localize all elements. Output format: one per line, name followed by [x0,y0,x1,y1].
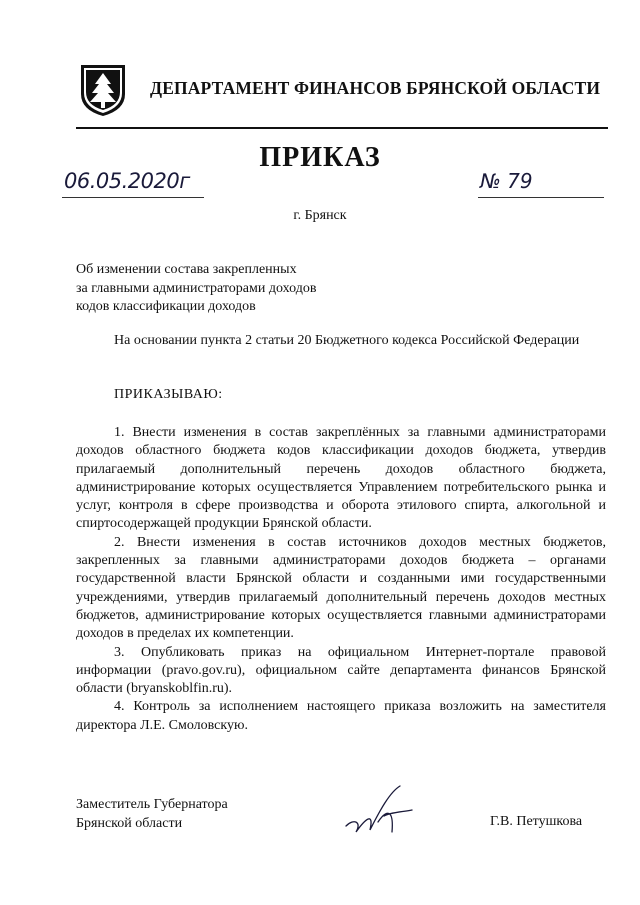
order-item-4: 4. Контроль за исполнением настоящего приказа возложить на заместителя директора Л.Е. Смоловскую. [76,699,606,733]
brynsk-emblem-icon [78,62,128,118]
legal-basis-paragraph: На основании пункта 2 статьи 20 Бюджетного кодекса Российской Федерации [114,333,580,348]
order-item-1: 1. Внести изменения в состав закреплённых за главными администраторами доходов областного бюджета кодов классификации доходов бюджета, утвердив прилагаемый дополнительный перечень доходов областного бюджета, администрирование которых осуществляется Управлением потребительского рынка и услуг, контроля в сфере производства и оборота этилового спирта, алкогольной и спиртосодержащей продукции Брянской области. [76,425,606,532]
order-directive-word: ПРИКАЗЫВАЮ: [114,387,223,402]
signer-position [76,795,228,833]
document-type-title: ПРИКАЗ [259,142,381,173]
signer-position-line: Брянской области [76,816,183,831]
signer-name: Г.В. Петушкова [490,814,583,829]
order-item-2: 2. Внести изменения в состав источников доходов местных бюджетов, закрепленных за главными администраторами доходов бюджета – органами государственной власти Брянской области и созданными ими государственными учреждениями, утвердив прилагаемый дополнительный перечень доходов местных бюджетов, администрирование которых осуществляется главными администраторами доходов в пределах их компетенции. [76,534,606,642]
order-number: № 79 [480,169,533,193]
subject-line: Об изменении состава закрепленных [76,262,297,277]
subject-line: за главными администраторами доходов [76,280,317,296]
subject-line: кодов классификации доходов [76,299,256,314]
department-title: ДЕПАРТАМЕНТ ФИНАНСОВ БРЯНСКОЙ ОБЛАСТИ [150,78,601,98]
order-subject [76,261,316,317]
number-underline [478,197,604,198]
header-divider [76,127,608,129]
handwritten-signature [340,782,420,844]
order-item-3: 3. Опубликовать приказ на официальном Интернет-портале правовой информации (pravo.gov.ru), официальном сайте департамента финансов Брянской области (bryanskoblfin.ru). [76,644,606,697]
date-underline [62,197,204,198]
signer-position-line: Заместитель Губернатора [76,797,228,812]
city-label: г. Брянск [293,208,347,223]
order-items [76,424,606,735]
order-date: 06.05.2020г [64,169,190,193]
